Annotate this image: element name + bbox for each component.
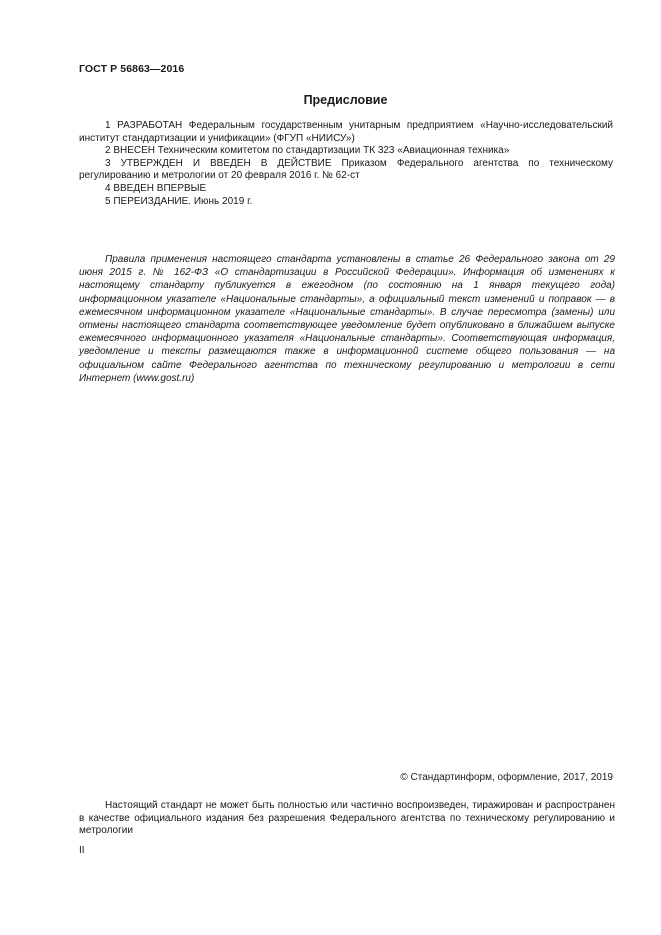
- foreword-item-approved: 3 УТВЕРЖДЕН И ВВЕДЕН В ДЕЙСТВИЕ Приказом Федерального агентства по техническому регулированию и метрологии от 20 февраля 2016 г. № 62-ст: [79, 157, 613, 182]
- foreword-item-developed: 1 РАЗРАБОТАН Федеральным государственным унитарным предприятием «Научно-исследовательский институт стандартизации и унификации» (ФГУП «НИИСУ»): [79, 120, 613, 144]
- page-number: II: [79, 845, 85, 856]
- foreword-item-first-introduced: 4 ВВЕДЕН ВПЕРВЫЕ: [105, 182, 207, 194]
- page-title: Предисловие: [303, 93, 388, 107]
- copyright-notice: Настоящий стандарт не может быть полностью или частично воспроизведен, тиражирован и распространен в качестве официального издания без разрешения Федерального агентства по техническому регулированию и метрологии: [79, 800, 615, 837]
- foreword-item-reissue: 5 ПЕРЕИЗДАНИЕ. Июнь 2019 г.: [105, 195, 253, 207]
- copyright-line: © Стандартинформ, оформление, 2017, 2019: [400, 772, 613, 783]
- standard-code-header: ГОСТ Р 56863—2016: [79, 63, 185, 75]
- rules-paragraph: Правила применения настоящего стандарта установлены в статье 26 Федерального закона от 29 июня 2015 г. № 162-ФЗ «О стандартизации в Российской Федерации». Информация об изменениях к настоящему стандарту публикуется в ежегодном (по состоянию на 1 января текущего года) информационном указателе «Национальные стандарты», а официальный текст изменений и поправок — в ежемесячном информационном указателе «Национальные стандарты». В случае пересмотра (замены) или отмены настоящего стандарта соответствующее уведомление будет опубликовано в ближайшем выпуске ежемесячного информационного указателя «Национальные стандарты». Соответствующая информация, уведомление и тексты размещаются также в информационной системе общего пользования — на официальном сайте Федерального агентства по техническому регулированию и метрологии в сети Интернет (www.gost.ru): [79, 254, 615, 384]
- foreword-list: [79, 120, 613, 208]
- foreword-item-introduced: 2 ВНЕСЕН Техническим комитетом по стандартизации ТК 323 «Авиационная техника»: [105, 145, 510, 157]
